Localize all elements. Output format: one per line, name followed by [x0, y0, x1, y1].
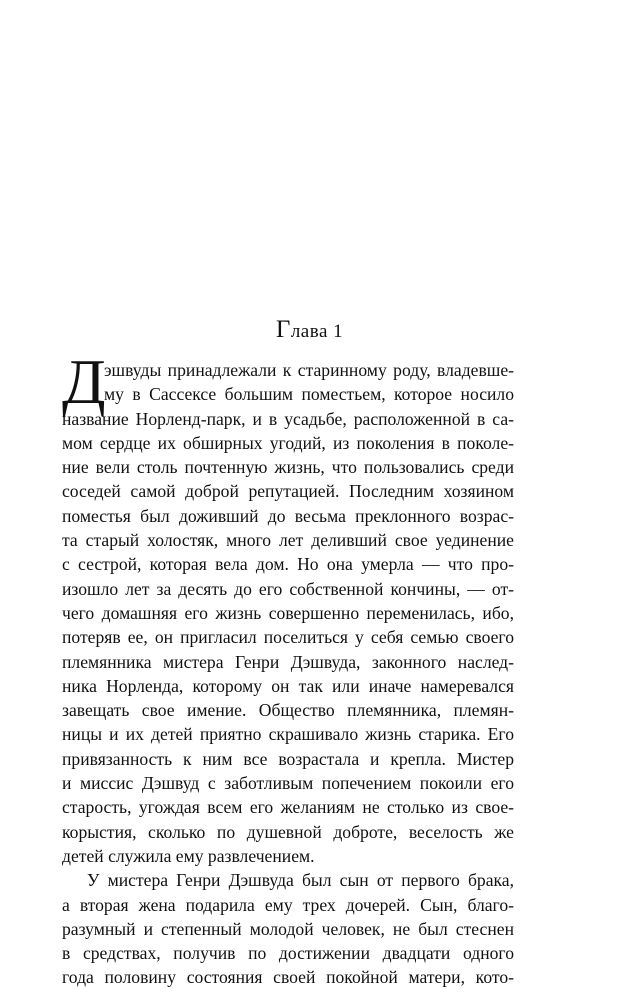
text-line: привязанность к ним все возрастала и крепла. Мистер — [62, 748, 514, 769]
chapter-title-initial: Г — [275, 316, 291, 343]
text-line: ника Норленда, которому он так или иначе намеревался — [62, 675, 514, 696]
text-line: поместья был доживший до весьма преклонного возрас- — [62, 505, 514, 526]
text-line: разумный и степенный молодой человек, не был стеснен — [62, 918, 514, 939]
text-line: мом сердце их обширных угодий, из поколения в поколе- — [62, 432, 514, 453]
chapter-title — [0, 315, 619, 347]
text-line: и миссис Дэшвуд с заботливым попечением покоили его — [62, 773, 514, 794]
text-line: детей служила ему развлечением. — [62, 845, 315, 866]
text-line: с сестрой, которая вела дом. Но она умерла — что про- — [62, 554, 514, 575]
text-line: чего домашняя его жизнь совершенно переменилась, ибо, — [62, 602, 514, 623]
text-line: корыстия, сколько по душевной доброте, веселость же — [62, 821, 514, 842]
text-line: года половину состояния своей покойной матери, кото- — [62, 967, 514, 988]
text-line: эшвуды принадлежали к старинному роду, владевше- — [104, 360, 514, 380]
text-line: соседей самой доброй репутацией. Последним хозяином — [62, 481, 514, 502]
text-line: ние вели столь почтенную жизнь, что пользовались среди — [62, 457, 514, 478]
text-line: изошло лет за десять до его собственной кончины, — от- — [62, 578, 514, 599]
body-text — [62, 346, 514, 990]
chapter-title-rest: лава 1 — [290, 321, 344, 342]
text-line: а вторая жена подарила ему трех дочерей. Сын, благо- — [62, 894, 514, 915]
text-line: потеряв ее, он пригласил поселиться у себя семью своего — [62, 627, 514, 648]
text-line: ницы и их детей приятно скрашивало жизнь старика. Его — [62, 724, 514, 745]
text-line: в средствах, получив по достижении двадцати одного — [62, 943, 514, 964]
text-line: завещать свое имение. Общество племянника, племян- — [62, 700, 514, 721]
text-line: название Норленд-парк, и в усадьбе, расположенной в са- — [62, 408, 514, 429]
text-line: У мистера Генри Дэшвуда был сын от первого брака, — [87, 870, 514, 891]
drop-cap: Д — [62, 346, 106, 417]
text-line: племянника мистера Генри Дэшвуда, законного наслед- — [62, 651, 514, 672]
text-line: старость, угождая всем его желаниям не столько из свое- — [62, 797, 514, 818]
text-line: му в Сассексе большим поместьем, которое носило — [104, 384, 514, 405]
text-line: та старый холостяк, много лет деливший свое уединение — [62, 530, 514, 551]
